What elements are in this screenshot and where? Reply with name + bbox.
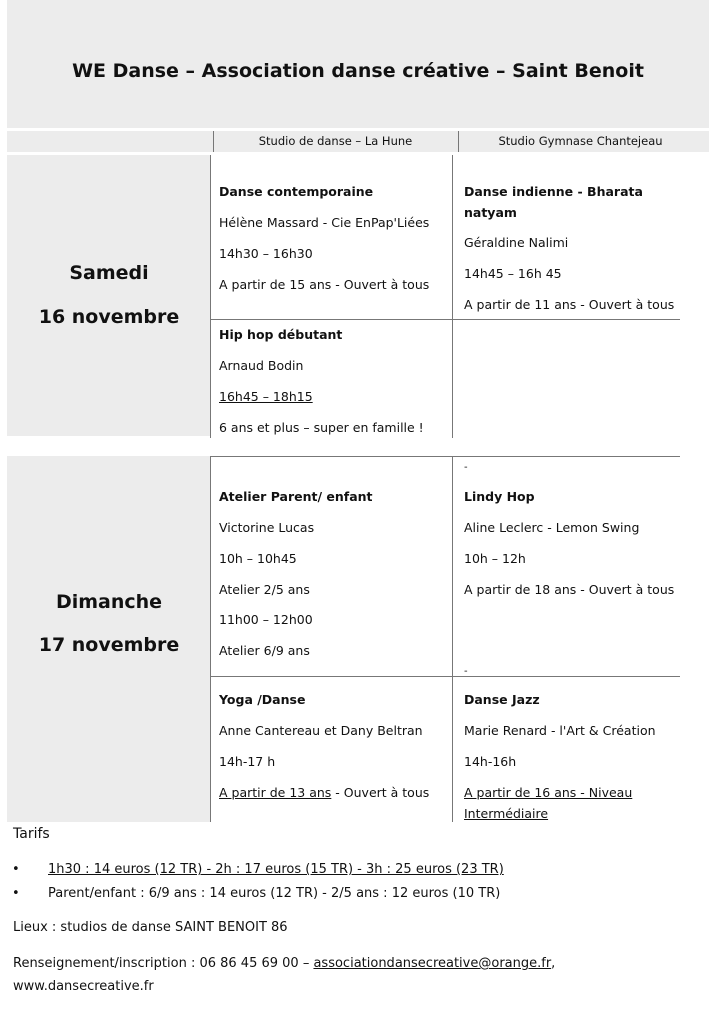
column-header-la-hune: Studio de danse – La Hune (258, 134, 413, 148)
class-name: Danse Jazz (464, 692, 540, 707)
class-time: 14h45 – 16h 45 (464, 266, 562, 281)
saturday-day: Samedi (69, 262, 149, 284)
grid-line (210, 155, 211, 438)
class-time: 11h00 – 12h00 (219, 612, 313, 627)
grid-line (210, 456, 680, 457)
saturday-day-band (7, 155, 210, 436)
class-age-group: Atelier 2/5 ans (219, 582, 310, 597)
website-link[interactable]: www.dansecreative.fr (13, 979, 154, 994)
class-teacher: Aline Leclerc - Lemon Swing (464, 520, 640, 535)
stray-dash: - (464, 666, 468, 677)
class-age-group: Atelier 6/9 ans (219, 643, 310, 658)
class-audience: 6 ans et plus – super en famille ! (219, 420, 424, 435)
contact-prefix: Renseignement/inscription : 06 86 45 69 00 – (13, 956, 314, 971)
class-audience-rest: - Ouvert à tous (331, 785, 430, 800)
class-time: 14h-17 h (219, 754, 276, 769)
class-name: Yoga /Danse (219, 692, 306, 707)
page-title: WE Danse – Association danse créative – Saint Benoit (72, 60, 644, 82)
class-name: Lindy Hop (464, 489, 535, 504)
price-line-2: Parent/enfant : 6/9 ans : 14 euros (12 TR) - 2/5 ans : 12 euros (10 TR) (48, 886, 501, 901)
class-audience-age: A partir de 13 ans (219, 785, 332, 800)
contact-comma: , (551, 956, 556, 971)
class-teacher: Victorine Lucas (219, 520, 315, 535)
class-time: 16h45 – 18h15 (219, 389, 313, 404)
class-audience: A partir de 18 ans - Ouvert à tous (464, 582, 675, 597)
bullet-icon: • (12, 862, 20, 877)
price-line-1: 1h30 : 14 euros (12 TR) - 2h : 17 euros (15 TR) - 3h : 25 euros (23 TR) (48, 862, 504, 877)
bullet-icon: • (12, 886, 20, 901)
tarifs-heading: Tarifs (13, 826, 50, 842)
stray-dash: - (464, 462, 468, 473)
grid-line (210, 676, 680, 677)
saturday-date: 16 novembre (38, 306, 180, 328)
class-name-cont: natyam (464, 205, 517, 220)
grid-line (452, 155, 453, 438)
class-time: 10h – 12h (464, 551, 526, 566)
class-audience: A partir de 16 ans - Niveau (464, 785, 633, 800)
sunday-date: 17 novembre (38, 634, 180, 656)
contact-line (13, 956, 555, 971)
class-time: 10h – 10h45 (219, 551, 297, 566)
grid-line (210, 456, 211, 822)
class-audience: A partir de 15 ans - Ouvert à tous (219, 277, 430, 292)
class-name: Hip hop débutant (219, 327, 343, 342)
class-audience: A partir de 11 ans - Ouvert à tous (464, 297, 675, 312)
venue-text: Lieux : studios de danse SAINT BENOIT 86 (13, 920, 288, 935)
grid-line (210, 319, 680, 320)
class-teacher: Anne Cantereau et Dany Beltran (219, 723, 423, 738)
class-name: Danse indienne - Bharata (464, 184, 643, 199)
class-audience-cont: Intermédiaire (464, 806, 549, 821)
column-header-chantejeau: Studio Gymnase Chantejeau (498, 134, 663, 148)
email-link[interactable]: associationdansecreative@orange.fr (313, 956, 552, 971)
class-time: 14h30 – 16h30 (219, 246, 313, 261)
class-time: 14h-16h (464, 754, 517, 769)
sunday-day: Dimanche (55, 591, 163, 613)
class-audience (219, 785, 429, 800)
class-teacher: Hélène Massard - Cie EnPap'Liées (219, 215, 430, 230)
class-name: Atelier Parent/ enfant (219, 489, 373, 504)
class-name: Danse contemporaine (219, 184, 374, 199)
grid-line (452, 456, 453, 822)
class-teacher: Marie Renard - l'Art & Création (464, 723, 656, 738)
class-teacher: Géraldine Nalimi (464, 235, 569, 250)
class-teacher: Arnaud Bodin (219, 358, 304, 373)
